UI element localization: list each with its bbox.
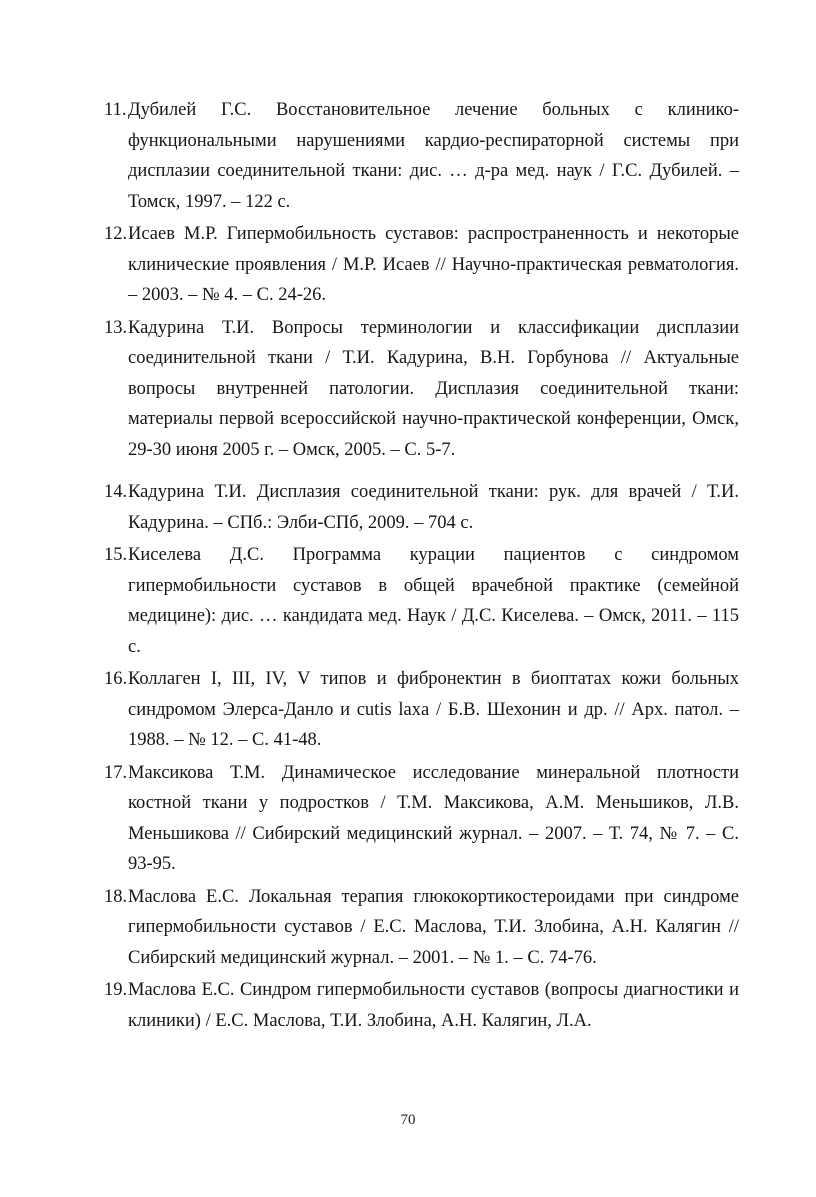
page-number: 70 [400,1112,416,1128]
reference-item-16 [104,664,739,756]
reference-number: 18. [104,886,128,907]
reference-item-18 [104,882,739,974]
reference-item-14 [104,477,739,538]
reference-text: Маслова Е.С. Локальная терапия глюкокортикостероидами при синдроме гипермобильности суставов / Е.С. Маслова, Т.И. Злобина, А.Н. Калягин // Сибирский медицинский журнал. – 2001. – № 1. – С. 74-76. [128,886,739,968]
reference-number: 14. [104,482,128,502]
reference-text: Киселева Д.С. Программа курации пациентов с синдромом гипермобильности суставов в общей врачебной практике (семейной медицине): дис. … кандидата мед. Наук / Д.С. Киселева. – Омск, 2011. – 115 с. [128,545,739,657]
reference-item-15 [104,540,739,662]
reference-text: Кадурина Т.И. Дисплазия соединительной ткани: рук. для врачей / Т.И. Кадурина. – СПб.: Элби-СПб, 2009. – 704 с. [128,482,739,533]
reference-item-17 [104,758,739,880]
reference-text: Коллаген I, III, IV, V типов и фибронектин в биоптатах кожи больных синдромом Элерса-Данло и cutis laxa / Б.В. Шехонин и др. // Арх. патол. – 1988. – № 12. – С. 41-48. [128,669,739,750]
reference-number: 15. [104,545,128,565]
reference-text: Исаев М.Р. Гипермобильность суставов: распространенность и некоторые клинические проявления / М.Р. Исаев // Научно-практическая ревматология. – 2003. – № 4. – С. 24-26. [128,224,739,305]
reference-item-11 [104,95,739,217]
reference-text: Дубилей Г.С. Восстановительное лечение больных с клинико-функциональными нарушениями кардио-респираторной системы при дисплазии соединительной ткани: дис. … д-ра мед. наук / Г.С. Дубилей. – Томск, 1997. – 122 с. [128,100,739,212]
reference-number: 19. [104,980,128,1000]
reference-number: 12. [104,224,128,244]
reference-item-12 [104,219,739,311]
reference-number: 17. [104,762,128,783]
reference-item-13 [104,313,739,466]
reference-item-19 [104,975,739,1036]
reference-list [104,95,739,1036]
reference-number: 13. [104,317,128,338]
reference-number: 16. [104,669,128,689]
reference-number: 11. [104,100,127,120]
reference-text: Кадурина Т.И. Вопросы терминологии и классификации дисплазии соединительной ткани / Т.И. Кадурина, В.Н. Горбунова // Актуальные вопросы внутренней патологии. Дисплазия соединительной ткани: материалы первой всероссийской научно-практической конференции, Омск, 29-30 июня 2005 г. – Омск, 2005. – С. 5-7. [128,317,739,460]
reference-text: Маслова Е.С. Синдром гипермобильности суставов (вопросы диагностики и клиники) / Е.С. Маслова, Т.И. Злобина, А.Н. Калягин, Л.А. [128,980,739,1031]
reference-text: Максикова Т.М. Динамическое исследование минеральной плотности костной ткани у подростков / Т.М. Максикова, А.М. Меньшиков, Л.В. Меньшикова // Сибирский медицинский журнал. – 2007. – Т. 74, № 7. – С. 93-95. [128,762,739,874]
